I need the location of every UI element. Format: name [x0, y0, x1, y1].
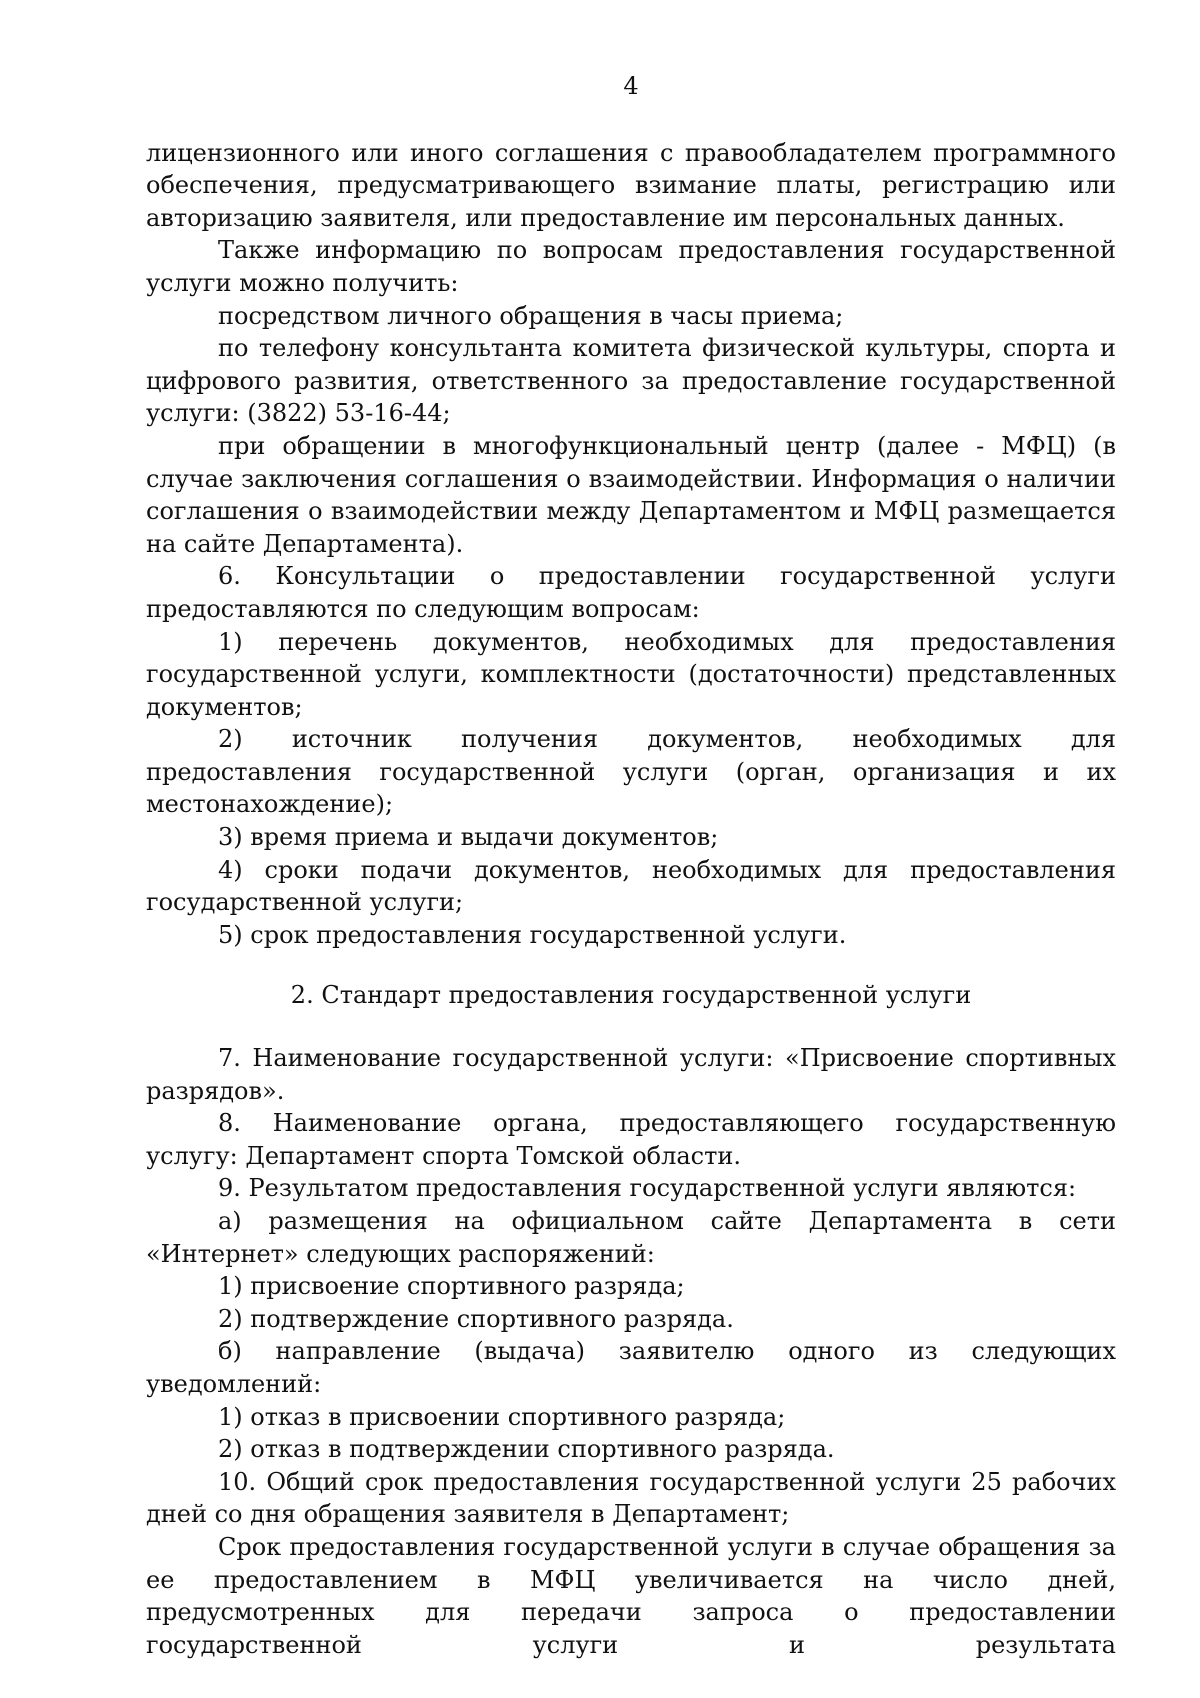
paragraph: 6. Консультации о предоставлении государственной услуги предоставляются по следующим вопросам: — [146, 562, 1116, 623]
list-item: б) направление (выдача) заявителю одного из следующих уведомлений: — [146, 1337, 1116, 1398]
list-item: 1) перечень документов, необходимых для предоставления государственной услуги, комплектности (достаточности) представленных документов; — [146, 627, 1116, 721]
list-item: 2) подтверждение спортивного разряда. — [218, 1304, 734, 1333]
page-number: 4 — [623, 72, 639, 100]
list-item: 4) сроки подачи документов, необходимых для предоставления государственной услуги; — [146, 855, 1116, 917]
section-heading: 2. Стандарт предоставления государственной услуги — [290, 981, 972, 1010]
body-after-heading — [146, 1042, 1116, 1661]
list-item: 5) срок предоставления государственной услуги. — [218, 920, 847, 949]
list-item: 1) отказ в присвоении спортивного разряда; — [218, 1402, 786, 1431]
paragraph: 8. Наименование органа, предоставляющего государственную услугу: Департамент спорта Томской области. — [146, 1109, 1116, 1170]
paragraph: посредством личного обращения в часы приема; — [218, 301, 844, 330]
list-item: 2) отказ в подтверждении спортивного разряда. — [218, 1435, 835, 1464]
paragraph: 10. Общий срок предоставления государственной услуги 25 рабочих дней со дня обращения заявителя в Департамент; — [146, 1467, 1116, 1529]
list-item: а) размещения на официальном сайте Департамента в сети «Интернет» следующих распоряжений: — [146, 1207, 1116, 1268]
list-item: 1) присвоение спортивного разряда; — [218, 1272, 685, 1301]
list-item: 3) время приема и выдачи документов; — [218, 823, 719, 852]
paragraph: Также информацию по вопросам предоставления государственной услуги можно получить: — [146, 236, 1116, 297]
paragraph: 7. Наименование государственной услуги: «Присвоение спортивных разрядов». — [146, 1044, 1116, 1105]
paragraph: по телефону консультанта комитета физической культуры, спорта и цифрового развития, ответственного за предоставление государственной услуги: (3822) 53-16-44; — [146, 334, 1116, 428]
paragraph: Срок предоставления государственной услуги в случае обращения за ее предоставлением в МФЦ увеличивается на число дней, предусмотренных для передачи запроса о предоставлении государственной услуги и результата — [146, 1532, 1116, 1659]
paragraph: 9. Результатом предоставления государственной услуги являются: — [218, 1174, 1077, 1203]
list-item: 2) источник получения документов, необходимых для предоставления государственной услуги (орган, организация и их местонахождение); — [146, 725, 1116, 819]
body-before-heading — [146, 137, 1116, 952]
paragraph: при обращении в многофункциональный центр (далее - МФЦ) (в случае заключения соглашения о взаимодействии. Информация о наличии соглашения о взаимодействии между Департаментом и МФЦ размещается на сайте Департамента). — [146, 431, 1116, 558]
paragraph: лицензионного или иного соглашения с правообладателем программного обеспечения, предусматривающего взимание платы, регистрацию или авторизацию заявителя, или предоставление им персональных данных. — [146, 138, 1116, 232]
